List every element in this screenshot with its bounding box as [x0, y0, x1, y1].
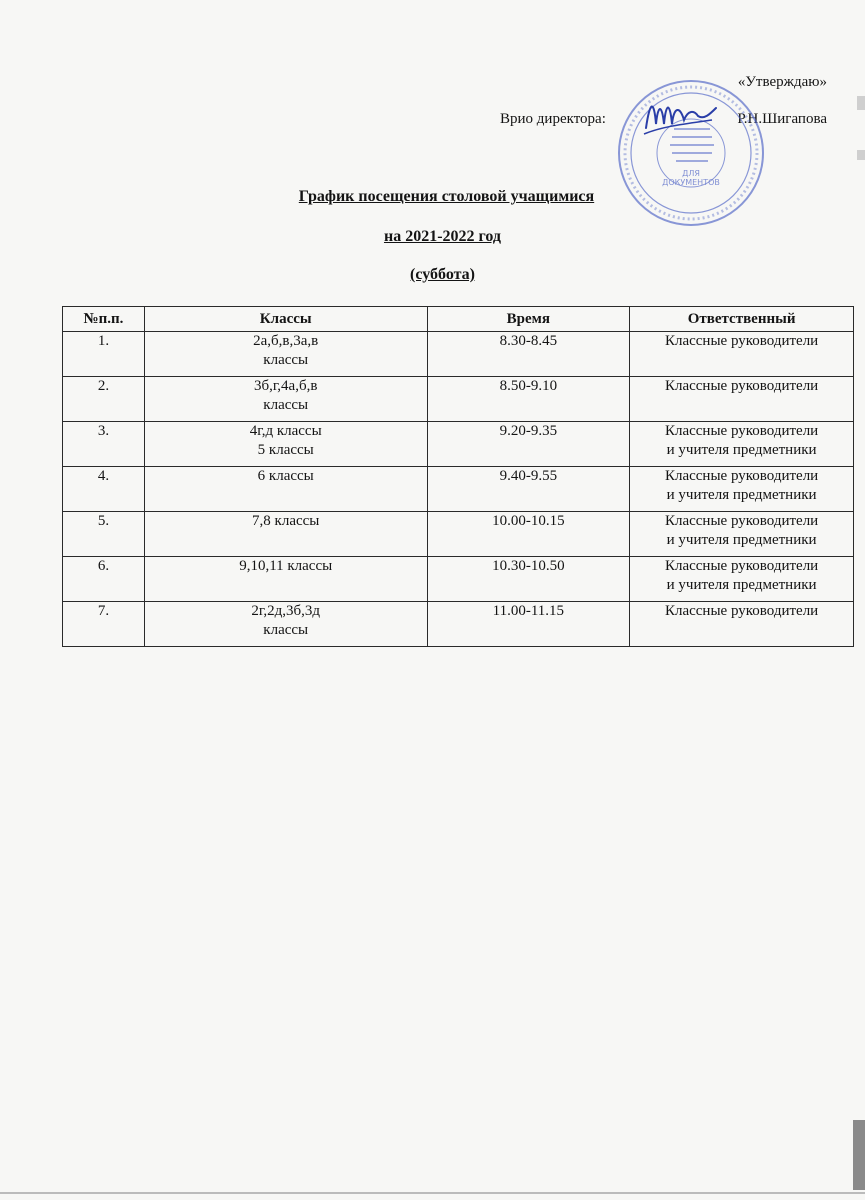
svg-text:ДЛЯ: ДЛЯ — [682, 169, 700, 178]
cell-number: 6. — [63, 557, 145, 602]
cell-classes — [144, 332, 427, 377]
approval-name: Р.Н.Шигапова — [737, 111, 827, 127]
classes-line: 2г,2д,3б,3д — [251, 603, 321, 619]
responsible-line: и учителя предметники — [666, 532, 817, 548]
cell-time: 9.20-9.35 — [427, 422, 630, 467]
classes-line: классы — [263, 397, 309, 413]
classes-line: классы — [263, 352, 309, 368]
cell-classes — [144, 377, 427, 422]
cell-responsible — [630, 602, 854, 647]
classes-line: 9,10,11 классы — [239, 558, 333, 574]
cell-classes — [144, 557, 427, 602]
responsible-line: Классные руководители — [664, 558, 819, 574]
table-row — [63, 512, 854, 557]
cell-number: 7. — [63, 602, 145, 647]
approval-word: «Утверждаю» — [737, 74, 827, 90]
cell-time: 8.30-8.45 — [427, 332, 630, 377]
svg-text:ДОКУМЕНТОВ: ДОКУМЕНТОВ — [662, 178, 720, 187]
responsible-line: Классные руководители — [664, 513, 819, 529]
approval-role: Врио директора: — [500, 111, 606, 127]
scan-artifact — [857, 96, 865, 110]
table-row — [63, 557, 854, 602]
table-header-row — [63, 307, 854, 332]
cell-time: 9.40-9.55 — [427, 467, 630, 512]
table-row — [63, 467, 854, 512]
cell-time: 8.50-9.10 — [427, 377, 630, 422]
responsible-line: и учителя предметники — [666, 442, 817, 458]
responsible-line: Классные руководители — [664, 603, 819, 619]
cell-time: 11.00-11.15 — [427, 602, 630, 647]
cell-classes — [144, 512, 427, 557]
signature-icon — [640, 90, 720, 140]
responsible-line: Классные руководители — [664, 378, 819, 394]
cell-classes — [144, 422, 427, 467]
cell-number: 2. — [63, 377, 145, 422]
cell-number: 3. — [63, 422, 145, 467]
table-row — [63, 332, 854, 377]
document-year: на 2021-2022 год — [383, 228, 502, 245]
cell-responsible — [630, 332, 854, 377]
cell-classes — [144, 602, 427, 647]
header-number: №п.п. — [63, 307, 145, 332]
classes-line: классы — [263, 622, 309, 638]
header-time: Время — [427, 307, 630, 332]
cell-responsible — [630, 512, 854, 557]
schedule-table — [62, 306, 854, 647]
responsible-line: и учителя предметники — [666, 487, 817, 503]
classes-line: 5 классы — [257, 442, 314, 458]
document-title: График посещения столовой учащимися — [298, 188, 595, 205]
cell-classes — [144, 467, 427, 512]
scan-edge — [0, 1192, 865, 1194]
table-row — [63, 602, 854, 647]
responsible-line: Классные руководители — [664, 423, 819, 439]
document-day: (суббота) — [410, 266, 475, 283]
cell-number: 4. — [63, 467, 145, 512]
cell-time: 10.30-10.50 — [427, 557, 630, 602]
table-row — [63, 377, 854, 422]
classes-line: 2а,б,в,3а,в — [253, 333, 319, 349]
responsible-line: Классные руководители — [664, 468, 819, 484]
cell-number: 1. — [63, 332, 145, 377]
classes-line: 4г,д классы — [249, 423, 322, 439]
classes-line: 3б,г,4а,б,в — [253, 378, 318, 394]
classes-line: 7,8 классы — [252, 513, 320, 529]
scan-artifact — [857, 150, 865, 160]
responsible-line: и учителя предметники — [666, 577, 817, 593]
cell-responsible — [630, 377, 854, 422]
scan-artifact — [853, 1120, 865, 1190]
header-responsible: Ответственный — [630, 307, 854, 332]
table-row — [63, 422, 854, 467]
cell-time: 10.00-10.15 — [427, 512, 630, 557]
header-classes: Классы — [144, 307, 427, 332]
cell-responsible — [630, 467, 854, 512]
cell-responsible — [630, 422, 854, 467]
cell-responsible — [630, 557, 854, 602]
classes-line: 6 классы — [257, 468, 314, 484]
responsible-line: Классные руководители — [664, 333, 819, 349]
cell-number: 5. — [63, 512, 145, 557]
